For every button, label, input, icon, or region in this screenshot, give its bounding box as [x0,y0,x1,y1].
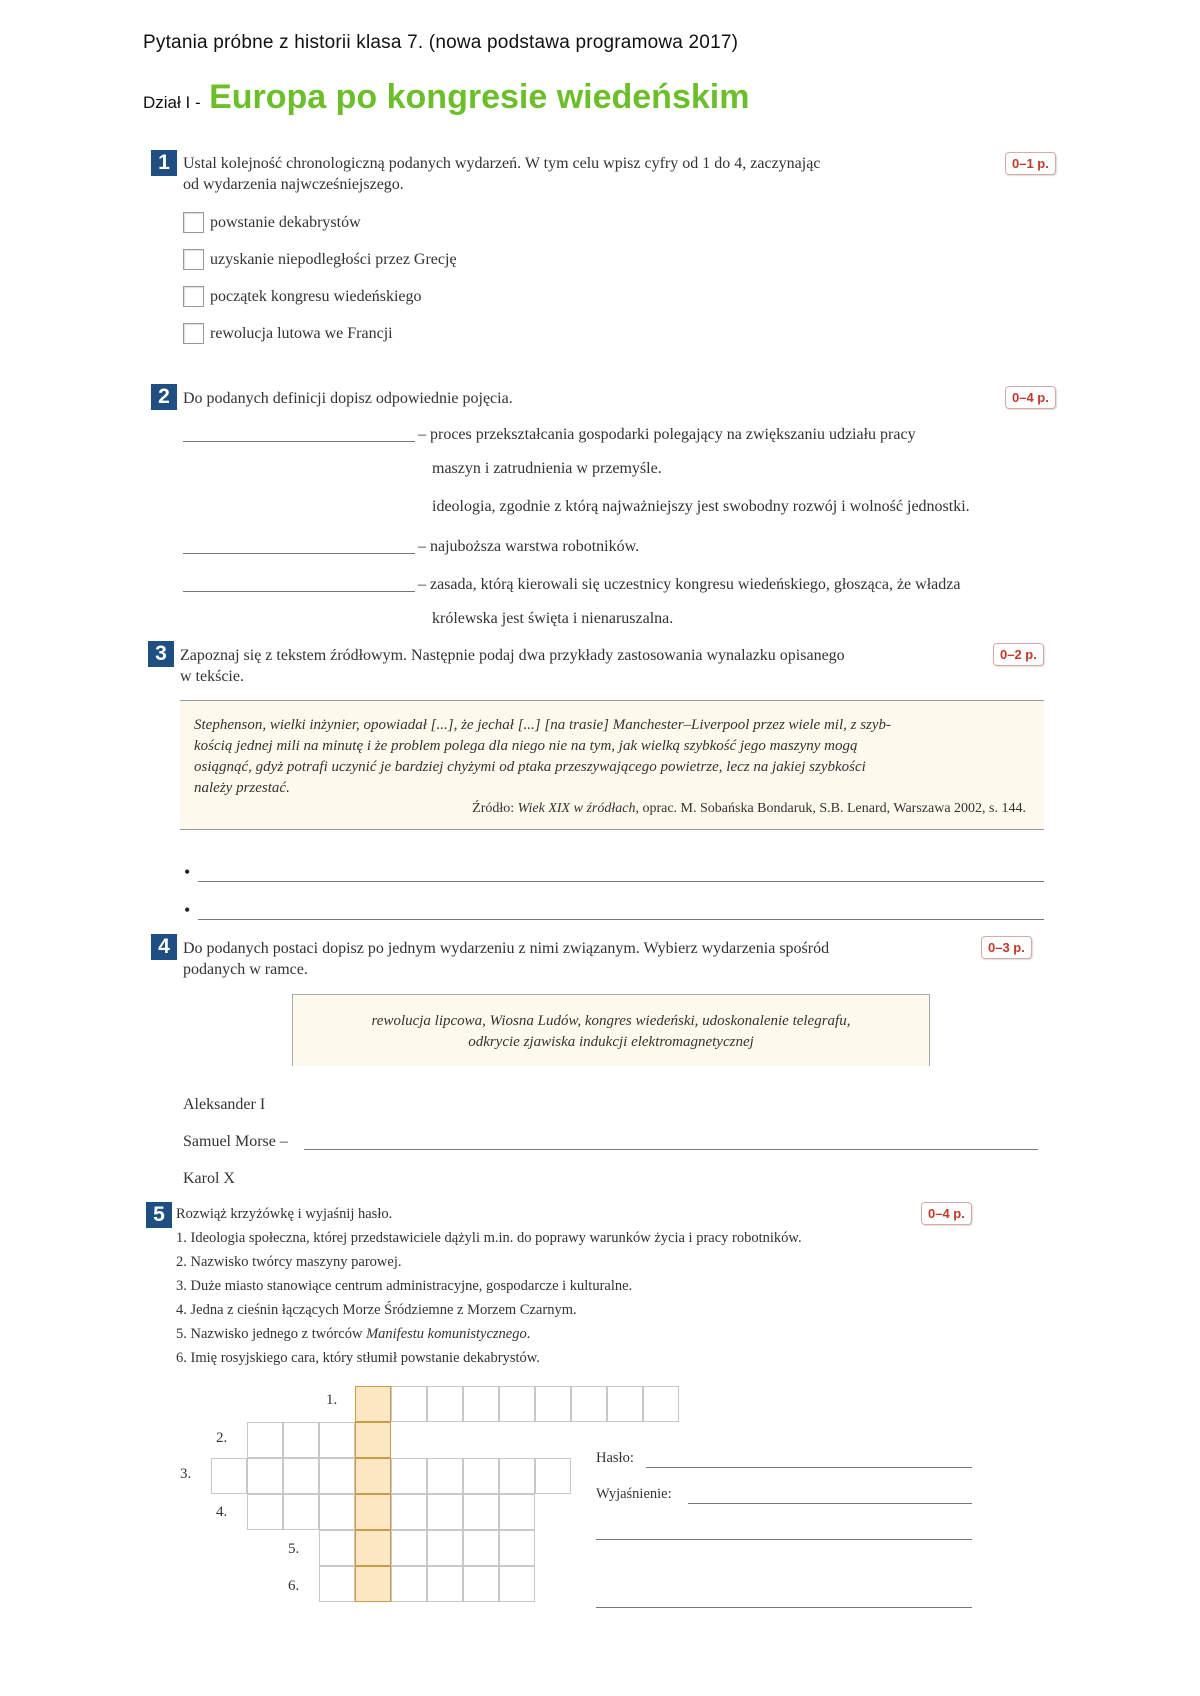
crossword-cell[interactable] [391,1458,427,1494]
definition-4-line2: królewska jest święta i nienaruszalna. [432,610,674,627]
bullet: • [184,862,191,882]
explanation-line[interactable] [596,1538,972,1540]
clue-6: 6. Imię rosyjskiego cara, który stłumił powstanie dekabrystów. [176,1350,540,1366]
crossword-key-cell[interactable] [355,1530,391,1566]
order-number-box[interactable] [183,323,204,344]
source-label: Źródło: [472,801,515,816]
question-4-text-line1: Do podanych postaci dopisz po jednym wydarzeniu z nimi związanym. Wybierz wydarzenia spośród [183,940,830,957]
document-header: Pytania próbne z historii klasa 7. (nowa podstawa programowa 2017) [143,32,739,53]
crossword-cell[interactable] [463,1458,499,1494]
crossword-row-label: 3. [180,1466,192,1482]
password-label: Hasło: [596,1450,634,1466]
crossword-cell[interactable] [427,1494,463,1530]
crossword-cell[interactable] [319,1494,355,1530]
crossword-cell[interactable] [247,1494,283,1530]
clue-3: 3. Duże miasto stanowiące centrum administracyjne, gospodarcze i kulturalne. [176,1278,633,1294]
crossword-cell[interactable] [499,1386,535,1422]
crossword-key-cell[interactable] [355,1566,391,1602]
definition-3: – najuboższa warstwa robotników. [418,538,640,555]
crossword-key-cell[interactable] [355,1494,391,1530]
person-morse: Samuel Morse – [183,1133,288,1150]
question-2-text: Do podanych definicji dopisz odpowiednie pojęcia. [183,390,513,407]
question-2-points-badge: 0–4 p. [1005,386,1056,409]
crossword-cell[interactable] [607,1386,643,1422]
source-quote-line: osiągnąć, gdyż potrafi uczynić je bardziej chyżymi od ptaka przeszywającego powietrze, lecz na jakiej szybkości [194,759,866,775]
crossword-row-label: 1. [326,1392,338,1408]
answer-line[interactable] [183,590,415,592]
question-3-text-line2: w tekście. [180,668,244,685]
order-item [183,323,393,344]
crossword-cell[interactable] [427,1530,463,1566]
explanation-line[interactable] [688,1502,972,1504]
order-item [183,212,361,233]
event-options-text [303,1011,919,1053]
crossword-cell[interactable] [283,1494,319,1530]
section-prefix: Dział I - [143,93,201,112]
question-3-text-line1: Zapoznaj się z tekstem źródłowym. Następnie podaj dwa przykłady zastosowania wynalazku opisanego [180,647,845,664]
order-number-box[interactable] [183,286,204,307]
question-3-number: 3 [148,641,174,667]
question-4-number: 4 [151,934,177,960]
crossword-cell[interactable] [571,1386,607,1422]
question-1-number: 1 [151,150,177,176]
crossword-cell[interactable] [463,1386,499,1422]
bullet: • [184,900,191,920]
section-title-row [143,78,749,117]
crossword-cell[interactable] [391,1530,427,1566]
crossword-cell[interactable] [463,1494,499,1530]
explanation-label: Wyjaśnienie: [596,1486,672,1502]
crossword-row-label: 6. [288,1578,300,1594]
crossword-cell[interactable] [535,1386,571,1422]
crossword-cell[interactable] [247,1458,283,1494]
crossword-cell[interactable] [499,1566,535,1602]
question-5-points-badge: 0–4 p. [921,1202,972,1225]
clue-4: 4. Jedna z cieśnin łączących Morze Śródziemne z Morzem Czarnym. [176,1302,577,1318]
source-details: , oprac. M. Sobańska Bondaruk, S.B. Lenard, Warszawa 2002, s. 144. [635,801,1026,816]
crossword-cell[interactable] [391,1566,427,1602]
question-5-text: Rozwiąż krzyżówkę i wyjaśnij hasło. [176,1206,393,1222]
definition-1-line1: – proces przekształcania gospodarki polegający na zwiększaniu udziału pracy [418,426,916,443]
answer-line[interactable] [304,1148,1038,1150]
order-item-label: początek kongresu wiedeńskiego [210,287,422,305]
crossword-cell[interactable] [427,1386,463,1422]
crossword-row-label: 4. [216,1504,228,1520]
crossword-cell[interactable] [319,1530,355,1566]
crossword-cell[interactable] [283,1422,319,1458]
question-4-points-badge: 0–3 p. [981,936,1032,959]
crossword-cell[interactable] [499,1458,535,1494]
crossword-cell[interactable] [427,1458,463,1494]
event-options-box [292,994,930,1066]
definition-4-line1: – zasada, którą kierowali się uczestnicy kongresu wiedeńskiego, głosząca, że władza [418,576,961,593]
question-3-points-badge: 0–2 p. [993,643,1044,666]
person-karol: Karol X [183,1170,235,1187]
clue-1: 1. Ideologia społeczna, której przedstawiciele dążyli m.in. do poprawy warunków życia i pracy robotników. [176,1230,802,1246]
event-options-line: odkrycie zjawiska indukcji elektromagnetycznej [468,1034,754,1050]
crossword-key-cell[interactable] [355,1386,391,1422]
event-options-line: rewolucja lipcowa, Wiosna Ludów, kongres wiedeński, udoskonalenie telegrafu, [371,1013,851,1029]
source-quote-line: należy przestać. [194,780,290,796]
crossword-cell[interactable] [283,1458,319,1494]
crossword-cell[interactable] [319,1422,355,1458]
crossword-cell[interactable] [319,1458,355,1494]
question-1-text-line1: Ustal kolejność chronologiczną podanych wydarzeń. W tym celu wpisz cyfry od 1 do 4, zaczynając [183,155,821,172]
source-citation [472,801,1026,817]
answer-line[interactable] [198,918,1044,920]
order-item [183,249,457,270]
source-quote-line: Stephenson, wielki inżynier, opowiadał [...], że jechał [...] [na trasie] Manchester–Liverpool przez wiele mil, z szyb- [194,717,892,733]
order-item-label: uzyskanie niepodległości przez Grecję [210,250,457,268]
order-number-box[interactable] [183,212,204,233]
order-item-label: powstanie dekabrystów [210,213,361,231]
crossword-row-label: 2. [216,1430,228,1446]
person-aleksander: Aleksander I [183,1096,266,1113]
question-5-number: 5 [146,1202,172,1228]
answer-line[interactable] [183,440,415,442]
question-1-text-line2: od wydarzenia najwcześniejszego. [183,176,404,193]
source-book-title: Wiek XIX w źródłach [517,801,636,816]
clue-2: 2. Nazwisko twórcy maszyny parowej. [176,1254,402,1270]
answer-line[interactable] [198,880,1044,882]
question-1-points-badge: 0–1 p. [1005,152,1056,175]
question-3-text [180,645,940,687]
definition-1-line2: maszyn i zatrudnienia w przemyśle. [432,460,662,477]
source-text-box [180,700,1044,830]
explanation-line[interactable] [596,1606,972,1608]
clue-5-title: Manifestu komunistycznego [366,1326,527,1342]
crossword-row-label: 5. [288,1541,300,1557]
crossword-cell[interactable] [535,1458,571,1494]
crossword-cell[interactable] [427,1566,463,1602]
order-item [183,286,421,307]
crossword-key-cell[interactable] [355,1422,391,1458]
section-title: Europa po kongresie wiedeńskim [209,78,750,116]
crossword-cell[interactable] [391,1386,427,1422]
crossword-cell[interactable] [499,1494,535,1530]
question-2-number: 2 [151,384,177,410]
crossword-cell[interactable] [463,1530,499,1566]
definition-2: ideologia, zgodnie z którą najważniejszy jest swobodny rozwój i wolność jednostki. [432,498,970,515]
crossword-cell[interactable] [247,1422,283,1458]
crossword-cell[interactable] [211,1458,247,1494]
question-4-text-line2: podanych w ramce. [183,961,308,978]
order-number-box[interactable] [183,249,204,270]
password-line[interactable] [646,1466,972,1468]
source-quote-line: kością jednej mili na minutę i że problem polega dla niego nie na tym, jak wielką szybkość jego maszyny mogą [194,738,858,754]
clue-5 [176,1326,530,1343]
order-item-label: rewolucja lutowa we Francji [210,324,393,342]
crossword-cell[interactable] [319,1566,355,1602]
crossword-key-cell[interactable] [355,1458,391,1494]
crossword-cell[interactable] [391,1494,427,1530]
crossword-cell[interactable] [643,1386,679,1422]
question-4-text [183,938,923,980]
clue-5-pre: 5. Nazwisko jednego z twórców [176,1326,367,1342]
answer-line[interactable] [183,552,415,554]
crossword-cell[interactable] [499,1530,535,1566]
question-1-text [183,153,923,195]
source-quote [194,715,1030,799]
clue-5-post: . [526,1326,531,1342]
crossword-cell[interactable] [463,1566,499,1602]
